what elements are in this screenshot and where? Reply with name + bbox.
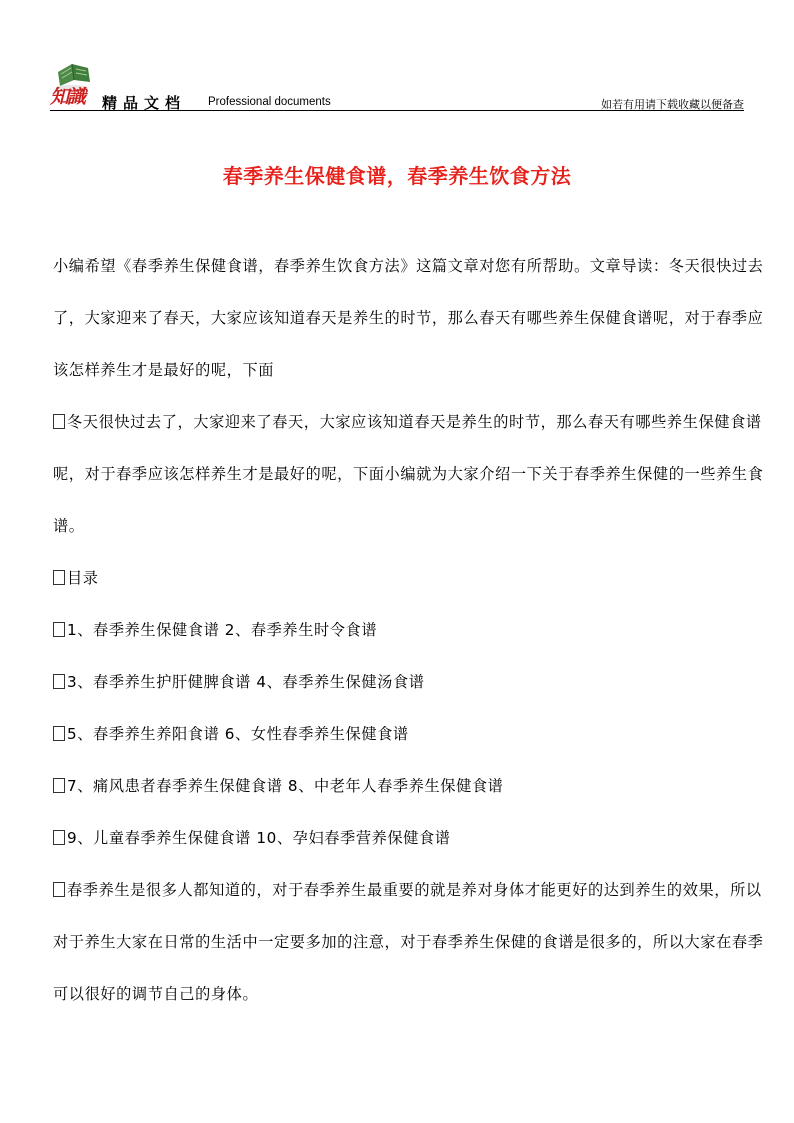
brand-title: 精品文档 [102, 94, 187, 112]
missing-glyph-box [53, 674, 65, 689]
paragraph: 春季养生是很多人都知道的，对于春季养生最重要的就是养对身体才能更好的达到养生的效果，所以对于养生大家在日常的生活中一定要多加的注意，对于春季养生保健的食谱是很多的，所以大家在春季可以很好的调节自己的身体。 [53, 881, 764, 1003]
toc-item: 9、儿童春季养生保健食谱 10、孕妇春季营养保健食谱 [53, 812, 769, 864]
missing-glyph-box [53, 778, 65, 793]
missing-glyph-box [53, 570, 65, 585]
intro-text: 小编希望《春季养生保健食谱，春季养生饮食方法》这篇文章对您有所帮助。文章导读：冬天很快过去了，大家迎来了春天，大家应该知道春天是养生的时节，那么春天有哪些养生保健食谱呢，对于春季应该怎样养生才是最好的呢，下面 [53, 257, 764, 379]
missing-glyph-box [53, 830, 65, 845]
document-body [53, 240, 769, 1020]
header-divider [50, 110, 744, 111]
toc-heading: 目录 [53, 552, 769, 604]
toc-item: 3、春季养生护肝健脾食谱 4、春季养生保健汤食谱 [53, 656, 769, 708]
missing-glyph-box [53, 882, 65, 897]
header-note: 如若有用请下载收藏以便备查 [601, 98, 744, 111]
toc-item: 1、春季养生保健食谱 2、春季养生时令食谱 [53, 604, 769, 656]
brand-subtitle: Professional documents [208, 96, 331, 108]
toc-item: 7、痛风患者春季养生保健食谱 8、中老年人春季养生保健食谱 [53, 760, 769, 812]
logo [50, 52, 98, 110]
page-header [50, 52, 744, 110]
missing-glyph-box [53, 726, 65, 741]
document-title: 春季养生保健食谱，春季养生饮食方法 [222, 164, 572, 188]
intro-paragraph [53, 240, 769, 396]
paragraph: 冬天很快过去了，大家迎来了春天，大家应该知道春天是养生的时节，那么春天有哪些养生保健食谱呢，对于春季应该怎样养生才是最好的呢，下面小编就为大家介绍一下关于春季养生保健的一些养生食谱。 [53, 413, 764, 535]
toc-item: 5、春季养生养阳食谱 6、女性春季养生保健食谱 [53, 708, 769, 760]
logo-text: 知識 [50, 86, 85, 108]
missing-glyph-box [53, 622, 65, 637]
missing-glyph-box [53, 414, 65, 429]
